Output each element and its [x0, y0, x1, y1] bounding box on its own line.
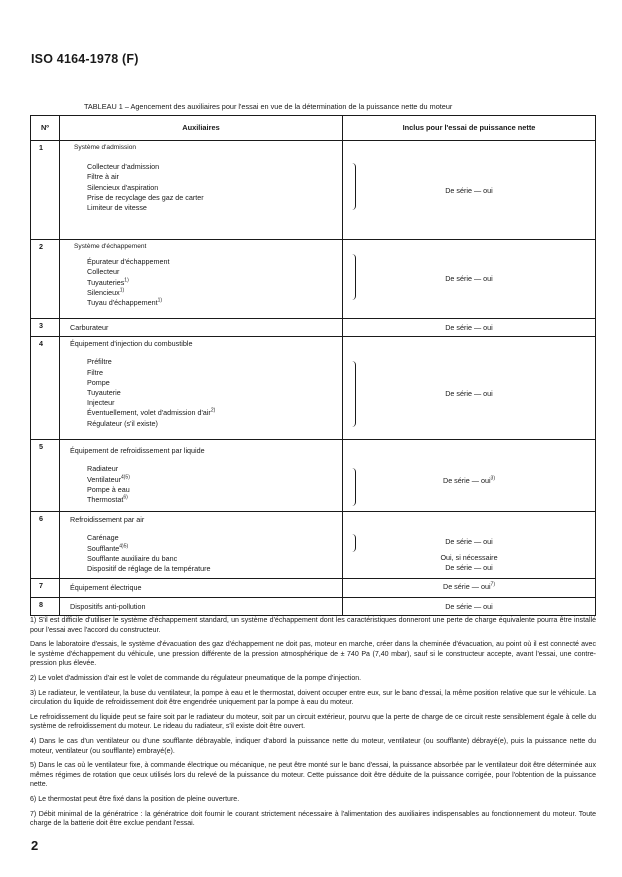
footnote: 2) Le volet d'admission d'air est le volet de commande du régulateur pneumatique de la pompe d'injection. — [30, 674, 362, 682]
row-inclus — [343, 319, 596, 337]
row-auxiliaires — [60, 598, 343, 616]
table-header-row — [31, 116, 596, 141]
footnote: 5) Dans le cas où le ventilateur fixe, à commande électrique ou mécanique, ne peut être monté sur le banc d'essai, la puissance absorbée par le ventilateur doit être déterminée aux mêmes régimes de rotation que ceux utilisés lors du relevé de la puissance du moteur. Cette puissance doit être déduite de la puissance corrigée, pour l'obtention de la puissance nette. — [30, 762, 596, 789]
row-inclus — [343, 598, 596, 616]
list-item: Filtre à air — [87, 172, 119, 182]
table-caption: TABLEAU 1 – Agencement des auxiliaires pour l'essai en vue de la détermination de la puissance nette du moteur — [84, 102, 453, 111]
list-item: Tuyauterie — [87, 388, 121, 398]
item-text: Éventuellement, volet d'admission d'air — [87, 408, 211, 418]
row-inclus — [343, 512, 596, 579]
table-row — [31, 319, 596, 337]
row-auxiliaires — [60, 319, 343, 337]
row-value: De série — oui — [445, 602, 493, 612]
list-item: Préfiltre — [87, 357, 112, 367]
table-row — [31, 440, 596, 512]
list-item — [87, 495, 336, 505]
footnote-ref: 1) — [157, 297, 163, 304]
row-title: Équipement de refroidissement par liquide — [70, 446, 205, 456]
footnote: Le refroidissement du liquide peut se faire soit par le radiateur du moteur, soit par un circuit extérieur, pourvu que la perte de charge de ce circuit reste sensiblement égale à celle du système de refroidissement du moteur. Le rideau du radiateur, s'il existe doit être ouvert. — [30, 713, 596, 731]
item-text: Tuyau d'échappement — [87, 298, 158, 308]
row-number: 3 — [31, 319, 60, 337]
row-title: Système d'échappement — [74, 243, 147, 250]
footnote: 3) Le radiateur, le ventilateur, la buse du ventilateur, la pompe à eau et le thermostat, doivent occuper entre eux, sur le banc d'essai, la même position relative que sur le véhicule. La circulation du liquide de refroidissement doit être engendrée uniquement par la pompe à eau du moteur. — [30, 689, 596, 707]
item-text: Thermostat — [87, 495, 124, 505]
table-row — [31, 240, 596, 319]
list-item: Pompe à eau — [87, 484, 130, 494]
item-text: Tuyauteries — [87, 277, 125, 287]
table-row — [31, 512, 596, 579]
header-inclus: Inclus pour l'essai de puissance nette — [343, 116, 596, 141]
footnote-ref: 6) — [123, 494, 128, 501]
row-title: Équipement électrique — [70, 583, 142, 593]
auxiliaries-table — [30, 115, 596, 616]
row-inclus — [343, 240, 596, 319]
footnotes — [30, 616, 596, 834]
item-text: Silencieux — [87, 287, 120, 297]
item-list — [70, 464, 336, 505]
value-text: De série — oui — [443, 582, 491, 592]
table-row — [31, 141, 596, 240]
row-value: De série — oui — [445, 323, 493, 332]
footnote: 4) Dans le cas d'un ventilateur ou d'une soufflante débrayable, indiquer d'abord la puissance nette du moteur, ventilateur (ou soufflante) débrayé(e), puis la puissance nette du moteur, ventilateur (ou soufflante) embrayé(e). — [30, 737, 596, 755]
list-item: Collecteur — [87, 267, 120, 277]
document-header: ISO 4164-1978 (F) — [31, 52, 139, 66]
row-number: 1 — [31, 141, 60, 240]
item-list — [70, 357, 336, 428]
list-item: Régulateur (s'il existe) — [87, 418, 158, 428]
row-auxiliaires — [60, 141, 343, 240]
list-item: Carénage — [87, 533, 119, 543]
list-item — [87, 298, 336, 308]
footnote: Dans le laboratoire d'essais, le système d'évacuation des gaz d'échappement ne doit pas, moteur en marche, créer dans la cheminée d'évacuation, au point où il est connecté avec le système d'échappement du véhicule, une pression différente de la pression atmosphérique de ± 740 Pa (7,40 mbar), sauf si le constructeur accepte, avant l'essai, une contre-pression plus élevée. — [30, 641, 596, 668]
footnote: 6) Le thermostat peut être fixé dans la position de pleine ouverture. — [30, 795, 240, 803]
list-item — [87, 408, 336, 418]
page-number: 2 — [31, 838, 39, 853]
footnote-ref: 4)5) — [119, 543, 129, 550]
value-text: De série — oui — [443, 476, 491, 486]
list-item: Dispositif de réglage de la température — [87, 564, 211, 574]
list-item: Collecteur d'admission — [87, 162, 160, 172]
table-row — [31, 337, 596, 440]
list-item: Limiteur de vitesse — [87, 203, 147, 213]
row-inclus — [343, 141, 596, 240]
table-row — [31, 579, 596, 598]
list-item — [87, 544, 336, 554]
list-item: Radiateur — [87, 464, 119, 474]
list-item: Injecteur — [87, 398, 115, 408]
footnote-ref: 3) — [490, 475, 495, 482]
row-auxiliaires — [60, 240, 343, 319]
row-value — [343, 582, 595, 592]
row-title: Carburateur — [70, 323, 109, 332]
row-value: De série — oui — [445, 186, 493, 195]
footnote-ref: 7) — [490, 581, 495, 588]
row-value — [343, 476, 595, 486]
row-value: De série — oui — [445, 537, 493, 547]
row-title: Système d'admission — [74, 144, 137, 151]
row-number: 5 — [31, 440, 60, 512]
list-item: Épurateur d'échappement — [87, 257, 170, 267]
row-inclus — [343, 440, 596, 512]
list-item — [87, 278, 336, 288]
row-title: Dispositifs anti-pollution — [70, 602, 146, 612]
footnote-ref: 1) — [124, 277, 129, 284]
row-number: 8 — [31, 598, 60, 616]
row-value: De série — oui — [445, 389, 493, 399]
list-item: Pompe — [87, 377, 110, 387]
table-row — [31, 598, 596, 616]
header-auxiliaires: Auxiliaires — [60, 116, 343, 141]
list-item: Prise de recyclage des gaz de carter — [87, 192, 204, 202]
row-auxiliaires — [60, 512, 343, 579]
footnote: 7) Débit minimal de la génératrice : la génératrice doit fournir le courant strictement nécessaire à l'alimentation des auxiliaires indispensables au fonctionnement du moteur. Toute charge de la batterie doit être exclue pendant l'essai. — [30, 810, 596, 828]
row-number: 7 — [31, 579, 60, 598]
row-inclus — [343, 579, 596, 598]
row-auxiliaires — [60, 579, 343, 598]
item-list — [70, 257, 336, 308]
row-number: 4 — [31, 337, 60, 440]
item-text: Soufflante — [87, 543, 120, 553]
row-number: 2 — [31, 240, 60, 319]
row-title: Équipement d'injection du combustible — [70, 339, 193, 349]
row-auxiliaires — [60, 440, 343, 512]
header-num: Nº — [31, 116, 60, 141]
list-item: Soufflante auxiliaire du banc — [87, 553, 178, 563]
row-number: 6 — [31, 512, 60, 579]
row-auxiliaires — [60, 337, 343, 440]
list-item — [87, 475, 336, 485]
item-list — [70, 162, 336, 213]
footnote-ref: 2) — [210, 408, 216, 415]
row-title: Refroidissement par air — [70, 515, 145, 525]
list-item: Silencieux d'aspiration — [87, 182, 159, 192]
row-value: De série — oui — [445, 274, 493, 283]
row-value: Oui, si nécessaire — [440, 553, 498, 563]
list-item — [87, 288, 336, 298]
list-item: Filtre — [87, 367, 103, 377]
footnote-ref: 1) — [119, 287, 125, 294]
row-inclus — [343, 337, 596, 440]
row-value: De série — oui — [445, 563, 493, 573]
item-list — [70, 533, 336, 574]
footnote: 1) S'il est difficile d'utiliser le système d'échappement standard, un système d'échappement dont les caractéristiques donneront une perte de charge équivalente pourra être installé pour l'essai avec l'accord du constructeur. — [30, 617, 596, 634]
item-text: Ventilateur — [87, 474, 121, 484]
footnote-ref: 4)5) — [120, 474, 130, 481]
